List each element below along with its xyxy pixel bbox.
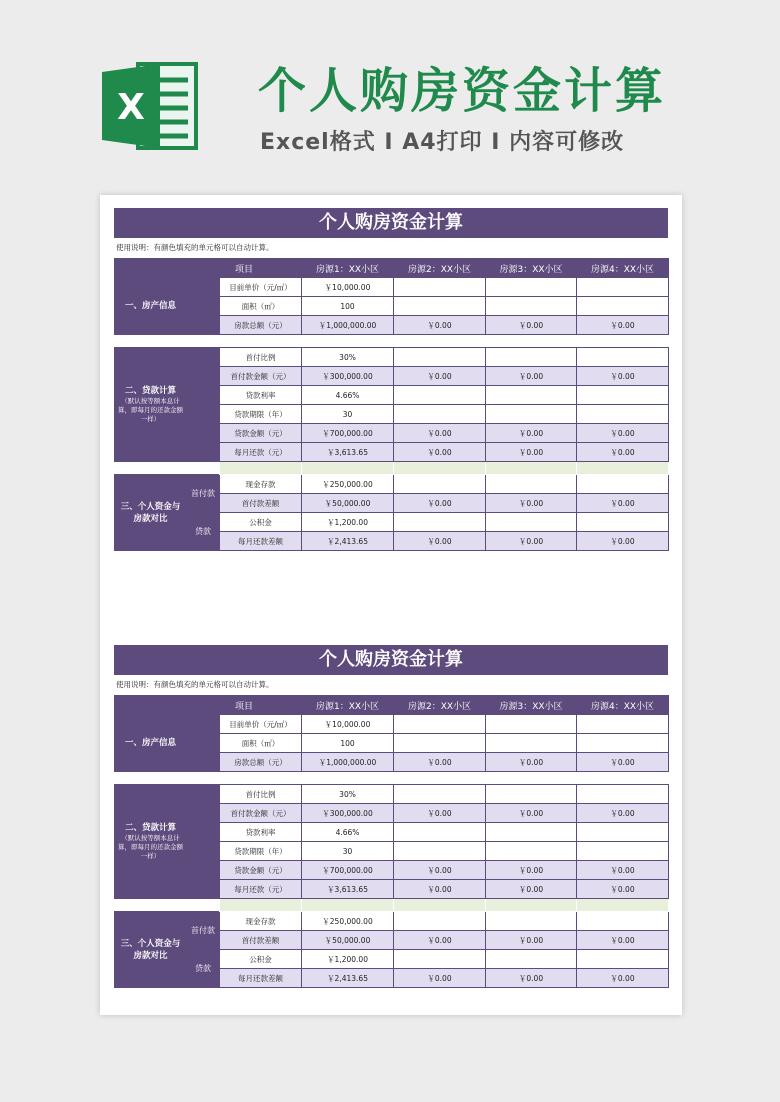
section-label-loan-note: （默认按等额本息计算，即每月的还款金额一样） bbox=[118, 834, 183, 860]
cell-value[interactable] bbox=[486, 475, 577, 494]
cell-value[interactable]: ￥1,000,000.00 bbox=[302, 316, 394, 335]
cell-value[interactable]: 30% bbox=[302, 348, 394, 367]
cell-value[interactable]: ￥700,000.00 bbox=[302, 861, 394, 880]
table-row bbox=[115, 386, 669, 405]
section-label-property: 一、房产信息 bbox=[115, 715, 187, 772]
row-label: 首付款金额（元） bbox=[220, 804, 302, 823]
section-label-loan bbox=[115, 785, 187, 899]
cell-value[interactable]: ￥0.00 bbox=[394, 532, 486, 551]
table-row bbox=[115, 405, 669, 424]
row-label: 贷款利率 bbox=[220, 823, 302, 842]
cell-value[interactable] bbox=[394, 513, 486, 532]
table-row bbox=[115, 475, 669, 494]
row-label: 公积金 bbox=[220, 950, 302, 969]
cell-value[interactable]: ￥0.00 bbox=[394, 443, 486, 462]
row-label: 贷款期限（年） bbox=[220, 405, 302, 424]
cell-value[interactable]: ￥0.00 bbox=[486, 931, 577, 950]
cell-value[interactable]: ￥0.00 bbox=[577, 494, 669, 513]
cell-value[interactable]: ￥0.00 bbox=[394, 880, 486, 899]
row-label: 房款总额（元） bbox=[220, 753, 302, 772]
cell-value[interactable] bbox=[394, 297, 486, 316]
group-label-downpayment: 首付款 bbox=[187, 475, 220, 513]
cell-value[interactable]: 100 bbox=[302, 297, 394, 316]
cell-value[interactable] bbox=[486, 715, 577, 734]
group-label-loan: 贷款 bbox=[187, 513, 220, 551]
cell-value[interactable] bbox=[577, 950, 669, 969]
row-label: 首付款金额（元） bbox=[220, 367, 302, 386]
calc-sheet bbox=[114, 645, 668, 988]
cell-value[interactable] bbox=[394, 912, 486, 931]
cell-value[interactable] bbox=[486, 912, 577, 931]
table-header-row bbox=[115, 696, 669, 715]
row-label: 首付比例 bbox=[220, 785, 302, 804]
cell-value[interactable]: ￥0.00 bbox=[394, 494, 486, 513]
table-row bbox=[115, 842, 669, 861]
cell-value[interactable] bbox=[394, 475, 486, 494]
col-header-item: 项目 bbox=[187, 259, 302, 278]
cell-value[interactable] bbox=[394, 823, 486, 842]
section-label-compare: 三、个人资金与房款对比 bbox=[115, 912, 187, 988]
cell-value[interactable]: ￥0.00 bbox=[486, 494, 577, 513]
cell-value[interactable] bbox=[486, 734, 577, 753]
cell-value[interactable]: 4.66% bbox=[302, 386, 394, 405]
cell-value[interactable] bbox=[394, 785, 486, 804]
usage-note: 使用说明：有颜色填充的单元格可以自动计算。 bbox=[116, 680, 274, 689]
cell-value[interactable]: ￥0.00 bbox=[577, 424, 669, 443]
row-label: 贷款金额（元） bbox=[220, 861, 302, 880]
cell-value[interactable]: ￥0.00 bbox=[486, 969, 577, 988]
row-label: 目前单价（元/㎡） bbox=[220, 278, 302, 297]
header bbox=[0, 0, 780, 190]
cell-value[interactable]: ￥10,000.00 bbox=[302, 715, 394, 734]
row-label: 贷款金额（元） bbox=[220, 424, 302, 443]
cell-value[interactable] bbox=[577, 386, 669, 405]
section-label-loan-note: （默认按等额本息计算，即每月的还款金额一样） bbox=[118, 397, 183, 423]
table-row bbox=[115, 823, 669, 842]
row-label: 目前单价（元/㎡） bbox=[220, 715, 302, 734]
cell-value[interactable]: ￥0.00 bbox=[577, 367, 669, 386]
cell-value[interactable]: 30% bbox=[302, 785, 394, 804]
cell-value[interactable]: ￥0.00 bbox=[486, 443, 577, 462]
cell-value[interactable] bbox=[394, 348, 486, 367]
row-label: 每月还款（元） bbox=[220, 443, 302, 462]
cell-value[interactable] bbox=[486, 386, 577, 405]
table-row bbox=[115, 753, 669, 772]
cell-value[interactable]: ￥0.00 bbox=[577, 753, 669, 772]
cell-value[interactable]: ￥300,000.00 bbox=[302, 804, 394, 823]
table-row bbox=[115, 348, 669, 367]
section-label-property: 一、房产信息 bbox=[115, 278, 187, 335]
col-header-house3: 房源3：XX小区 bbox=[486, 259, 577, 278]
row-label: 贷款期限（年） bbox=[220, 842, 302, 861]
cell-value[interactable]: 100 bbox=[302, 734, 394, 753]
cell-value[interactable]: ￥0.00 bbox=[394, 804, 486, 823]
cell-value[interactable] bbox=[577, 734, 669, 753]
usage-note: 使用说明：有颜色填充的单元格可以自动计算。 bbox=[116, 243, 274, 252]
cell-value[interactable]: ￥0.00 bbox=[577, 316, 669, 335]
sheet-title: 个人购房资金计算 bbox=[114, 645, 668, 675]
cell-value[interactable] bbox=[577, 785, 669, 804]
row-label: 房款总额（元） bbox=[220, 316, 302, 335]
cell-value[interactable]: 30 bbox=[302, 842, 394, 861]
cell-value[interactable] bbox=[394, 950, 486, 969]
excel-logo-icon bbox=[100, 60, 200, 152]
col-header-house1: 房源1：XX小区 bbox=[302, 259, 394, 278]
cell-value[interactable]: ￥0.00 bbox=[486, 861, 577, 880]
cell-value[interactable] bbox=[577, 842, 669, 861]
cell-value[interactable] bbox=[577, 823, 669, 842]
table-row bbox=[115, 950, 669, 969]
cell-value[interactable] bbox=[486, 513, 577, 532]
col-header-house4: 房源4：XX小区 bbox=[577, 696, 669, 715]
row-label: 首付比例 bbox=[220, 348, 302, 367]
col-header-item: 项目 bbox=[187, 696, 302, 715]
cell-value[interactable]: ￥0.00 bbox=[577, 931, 669, 950]
section-label-loan-title: 二、贷款计算 bbox=[124, 823, 176, 833]
row-label: 现金存款 bbox=[220, 912, 302, 931]
cell-value[interactable] bbox=[577, 513, 669, 532]
table-row bbox=[115, 912, 669, 931]
cell-value[interactable]: ￥700,000.00 bbox=[302, 424, 394, 443]
col-header-house2: 房源2：XX小区 bbox=[394, 696, 486, 715]
section-label-compare: 三、个人资金与房款对比 bbox=[115, 475, 187, 551]
page-title: 个人购房资金计算 bbox=[258, 63, 667, 119]
cell-value[interactable]: ￥1,000,000.00 bbox=[302, 753, 394, 772]
row-label: 首付款差额 bbox=[220, 494, 302, 513]
cell-value[interactable] bbox=[394, 734, 486, 753]
cell-value[interactable]: ￥1,200.00 bbox=[302, 513, 394, 532]
cell-value[interactable]: 4.66% bbox=[302, 823, 394, 842]
section-label-loan-title: 二、贷款计算 bbox=[124, 386, 176, 396]
cell-value[interactable]: ￥0.00 bbox=[486, 316, 577, 335]
cell-value[interactable]: ￥0.00 bbox=[486, 424, 577, 443]
table-row bbox=[115, 367, 669, 386]
cell-value[interactable]: ￥3,613.65 bbox=[302, 880, 394, 899]
document-page bbox=[100, 195, 682, 1015]
cell-value[interactable]: ￥2,413.65 bbox=[302, 969, 394, 988]
table-row bbox=[115, 424, 669, 443]
col-header-house4: 房源4：XX小区 bbox=[577, 259, 669, 278]
table-row bbox=[115, 880, 669, 899]
cell-value[interactable] bbox=[577, 348, 669, 367]
row-label: 每月还款（元） bbox=[220, 880, 302, 899]
cell-value[interactable]: ￥0.00 bbox=[394, 316, 486, 335]
cell-value[interactable]: ￥250,000.00 bbox=[302, 475, 394, 494]
table-row bbox=[115, 278, 669, 297]
cell-value[interactable] bbox=[394, 386, 486, 405]
cell-value[interactable]: ￥0.00 bbox=[577, 804, 669, 823]
table-row bbox=[115, 297, 669, 316]
cell-value[interactable] bbox=[577, 475, 669, 494]
cell-value[interactable]: ￥0.00 bbox=[577, 861, 669, 880]
table-row bbox=[115, 513, 669, 532]
cell-value[interactable]: ￥0.00 bbox=[577, 532, 669, 551]
table-row bbox=[115, 316, 669, 335]
cell-value[interactable] bbox=[394, 715, 486, 734]
cell-value[interactable] bbox=[577, 278, 669, 297]
table-header-row bbox=[115, 259, 669, 278]
col-header-house2: 房源2：XX小区 bbox=[394, 259, 486, 278]
col-header-house3: 房源3：XX小区 bbox=[486, 696, 577, 715]
cell-value[interactable]: ￥0.00 bbox=[486, 753, 577, 772]
cell-value[interactable] bbox=[577, 405, 669, 424]
cell-value[interactable] bbox=[577, 715, 669, 734]
cell-value[interactable]: ￥0.00 bbox=[486, 880, 577, 899]
row-label: 面积（㎡） bbox=[220, 297, 302, 316]
table-row bbox=[115, 804, 669, 823]
cell-value[interactable]: ￥0.00 bbox=[486, 532, 577, 551]
cell-value[interactable]: ￥1,200.00 bbox=[302, 950, 394, 969]
calc-table bbox=[114, 695, 669, 988]
row-label: 公积金 bbox=[220, 513, 302, 532]
cell-value[interactable] bbox=[577, 297, 669, 316]
cell-value[interactable] bbox=[486, 297, 577, 316]
cell-value[interactable]: ￥0.00 bbox=[577, 443, 669, 462]
logo-letter: X bbox=[117, 87, 145, 128]
cell-value[interactable]: ￥0.00 bbox=[394, 753, 486, 772]
table-row bbox=[115, 734, 669, 753]
cell-value[interactable]: ￥0.00 bbox=[394, 969, 486, 988]
calc-table bbox=[114, 258, 669, 551]
cell-value[interactable]: ￥3,613.65 bbox=[302, 443, 394, 462]
cell-value[interactable]: ￥50,000.00 bbox=[302, 931, 394, 950]
row-label: 现金存款 bbox=[220, 475, 302, 494]
cell-value[interactable] bbox=[394, 278, 486, 297]
cell-value[interactable]: ￥2,413.65 bbox=[302, 532, 394, 551]
row-label: 贷款利率 bbox=[220, 386, 302, 405]
cell-value[interactable]: ￥0.00 bbox=[577, 880, 669, 899]
cell-value[interactable]: ￥0.00 bbox=[577, 969, 669, 988]
cell-value[interactable] bbox=[486, 950, 577, 969]
cell-value[interactable] bbox=[394, 405, 486, 424]
page-subtitle: Excel格式 I A4打印 I 内容可修改 bbox=[260, 130, 625, 155]
row-label: 面积（㎡） bbox=[220, 734, 302, 753]
cell-value[interactable]: ￥300,000.00 bbox=[302, 367, 394, 386]
cell-value[interactable]: ￥0.00 bbox=[394, 424, 486, 443]
table-row bbox=[115, 785, 669, 804]
cell-value[interactable] bbox=[486, 405, 577, 424]
cell-value[interactable]: ￥0.00 bbox=[394, 367, 486, 386]
col-header-house1: 房源1：XX小区 bbox=[302, 696, 394, 715]
row-label: 每月还款差额 bbox=[220, 532, 302, 551]
cell-value[interactable] bbox=[486, 842, 577, 861]
sheet-title: 个人购房资金计算 bbox=[114, 208, 668, 238]
cell-value[interactable] bbox=[486, 278, 577, 297]
cell-value[interactable]: ￥0.00 bbox=[394, 931, 486, 950]
calc-sheet bbox=[114, 208, 668, 551]
table-row bbox=[115, 443, 669, 462]
cell-value[interactable]: ￥10,000.00 bbox=[302, 278, 394, 297]
group-label-loan: 贷款 bbox=[187, 950, 220, 988]
table-row bbox=[115, 715, 669, 734]
section-label-loan bbox=[115, 348, 187, 462]
cell-value[interactable]: ￥0.00 bbox=[486, 367, 577, 386]
row-label: 首付款差额 bbox=[220, 931, 302, 950]
cell-value[interactable]: ￥0.00 bbox=[486, 804, 577, 823]
group-label-downpayment: 首付款 bbox=[187, 912, 220, 950]
cell-value[interactable]: ￥0.00 bbox=[394, 861, 486, 880]
cell-value[interactable] bbox=[486, 823, 577, 842]
cell-value[interactable] bbox=[486, 348, 577, 367]
table-row bbox=[115, 861, 669, 880]
row-label: 每月还款差额 bbox=[220, 969, 302, 988]
cell-value[interactable]: 30 bbox=[302, 405, 394, 424]
cell-value[interactable] bbox=[394, 842, 486, 861]
cell-value[interactable]: ￥250,000.00 bbox=[302, 912, 394, 931]
cell-value[interactable] bbox=[486, 785, 577, 804]
cell-value[interactable]: ￥50,000.00 bbox=[302, 494, 394, 513]
cell-value[interactable] bbox=[577, 912, 669, 931]
